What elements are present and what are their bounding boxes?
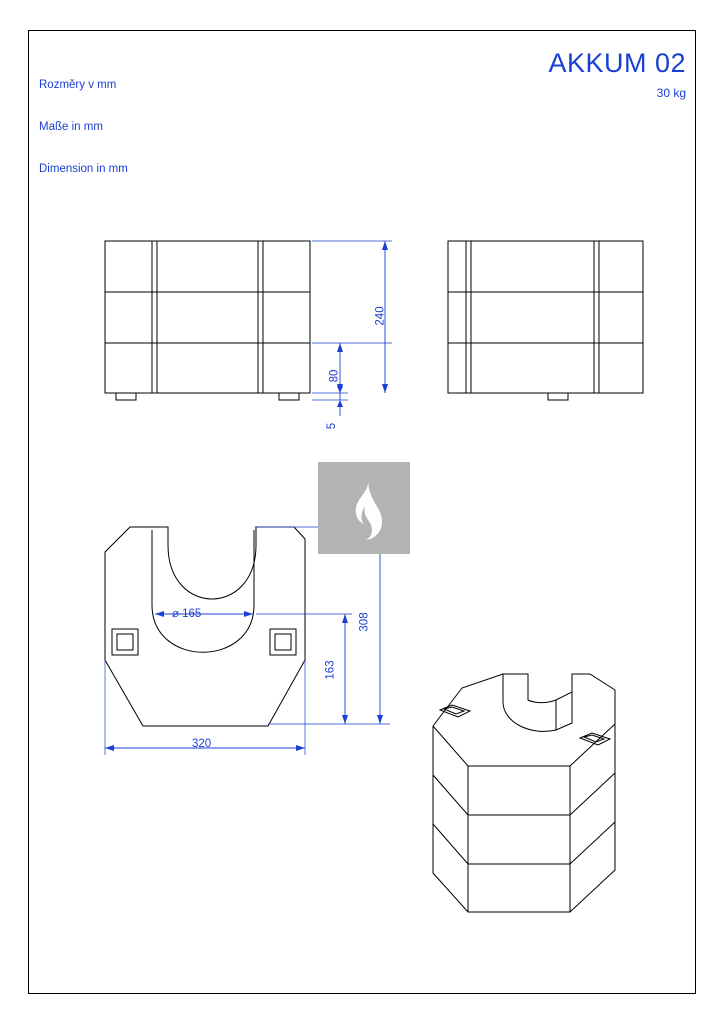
units-note-de: Maße in mm <box>39 121 103 133</box>
isometric-view <box>433 674 615 912</box>
units-note-cs: Rozměry v mm <box>39 79 117 91</box>
flame-icon <box>318 462 410 554</box>
dim-label-depth-total: 308 <box>358 612 371 632</box>
front-view <box>105 241 310 400</box>
top-view-dimensions <box>105 527 390 755</box>
dim-label-bore-diameter: ⌀ 165 <box>172 608 202 620</box>
dim-label-width-total: 320 <box>192 738 212 750</box>
dim-label-depth-inner: 163 <box>324 660 337 680</box>
units-note-en: Dimension in mm <box>39 163 128 175</box>
flame-logo-watermark <box>318 462 410 554</box>
top-view <box>105 527 305 726</box>
dim-label-height-band: 80 <box>328 369 341 383</box>
page-title: AKKUM 02 <box>548 48 686 78</box>
weight-label: 30 kg <box>656 86 686 100</box>
front-view-dimensions <box>312 241 392 416</box>
dim-label-height-total: 240 <box>374 306 387 326</box>
side-view <box>448 241 643 400</box>
dim-label-foot-height: 5 <box>326 422 339 430</box>
